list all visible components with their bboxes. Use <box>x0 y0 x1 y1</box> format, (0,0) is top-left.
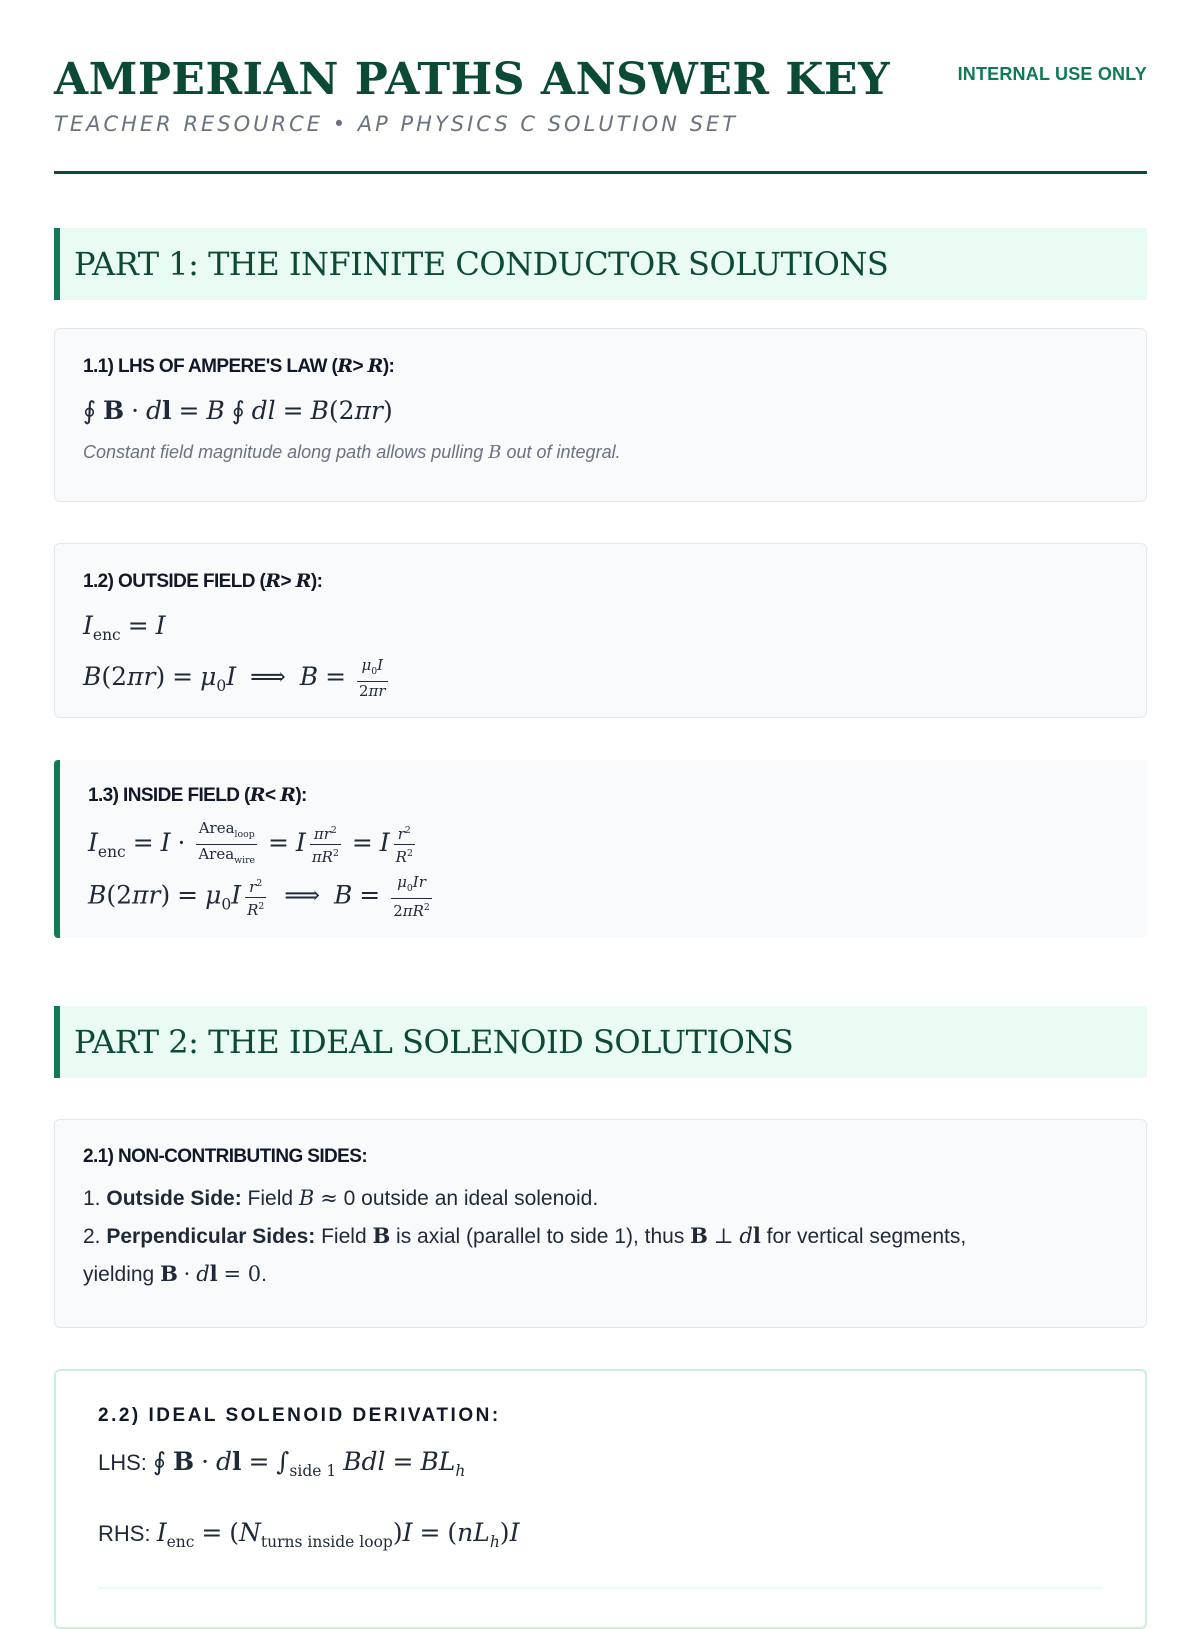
lhs-prefix: LHS: <box>98 1450 154 1475</box>
note-1-1: Constant field magnitude along path allows pulling B out of integral. <box>83 442 621 463</box>
list-item-outside-side: 1. Outside Side: Field B ≈ 0 outside an ideal solenoid. <box>83 1186 599 1210</box>
equation-1-1: ∮ B · dl = B ∮ dl = B(2πr) <box>83 396 393 425</box>
equation-2-2-rhs: RHS: $I_{enc} = (N_{turns inside loop})I = (nL_h)I$ <box>98 1518 520 1551</box>
perpendicular-sides-term: Perpendicular Sides: <box>106 1225 316 1248</box>
item2-text-e: . <box>261 1263 267 1286</box>
list-item-perpendicular-sides-cont: yielding B · dl = 0. <box>83 1261 267 1286</box>
list-item-perpendicular-sides: 2. Perpendicular Sides: Field B is axial (parallel to side 1), thus B ⊥ dl for vertical segments, <box>83 1223 967 1248</box>
solution-label-2-1: 2.1) NON-CONTRIBUTING SIDES: <box>83 1146 368 1167</box>
item2-text-d: yielding <box>83 1263 161 1286</box>
solution-label-1-2-text: 1.2) OUTSIDE FIELD <box>83 571 255 592</box>
solution-card-1-1 <box>54 328 1147 502</box>
equation-2-2-lhs: LHS: ∮ B · dl = $\int_{side 1}$ Bdl = $BL_h$ <box>98 1447 466 1480</box>
header-divider <box>54 171 1147 174</box>
solution-card-1-2 <box>54 543 1147 718</box>
item2-text-b: is axial (parallel to side 1), thus <box>390 1225 691 1248</box>
page-header <box>54 50 1147 136</box>
equation-1-2b: $B(2\pi r) = \mu_0I$ ⟹ B = $\frac{\mu_0I}{2\pi r}$ <box>83 656 386 700</box>
solution-card-1-3 <box>54 760 1147 938</box>
part1-heading: PART 1: THE INFINITE CONDUCTOR SOLUTIONS <box>54 228 1147 300</box>
solution-label-1-3-text: 1.3) INSIDE FIELD <box>88 785 240 806</box>
part2-heading: PART 2: THE IDEAL SOLENOID SOLUTIONS <box>54 1006 1147 1078</box>
note-1-1-suffix: out of integral. <box>501 442 621 462</box>
derivation-divider <box>98 1587 1103 1589</box>
internal-use-badge: INTERNAL USE ONLY <box>957 64 1147 84</box>
solution-label-1-2: 1.2) OUTSIDE FIELD (R> R): <box>83 570 323 592</box>
page-subtitle: TEACHER RESOURCE • AP PHYSICS C SOLUTION SET <box>54 112 738 136</box>
equation-1-2a: $I_{enc} = I$ <box>83 611 166 644</box>
outside-side-term: Outside Side: <box>106 1187 242 1210</box>
solution-card-2-2 <box>54 1369 1147 1629</box>
solution-card-2-1 <box>54 1119 1147 1328</box>
solution-label-1-1: 1.1) LHS OF AMPERE'S LAW (R> R): <box>83 355 395 377</box>
equation-1-3a: $I_{enc} = I$ · $\frac{Area_{loop}}{Area_{wire}}$ = I $\frac{\pi r^2}{\pi R^2}$ = I $\frac{r^2}{R^2}$ <box>88 819 413 866</box>
page-title: AMPERIAN PATHS ANSWER KEY <box>54 54 890 105</box>
rhs-prefix: RHS: <box>98 1521 157 1546</box>
item1-text-b: 0 outside an ideal solenoid. <box>337 1187 599 1210</box>
note-1-1-prefix: Constant field magnitude along path allows pulling <box>83 442 489 462</box>
solution-label-1-3: 1.3) INSIDE FIELD (R< R): <box>88 784 307 806</box>
solution-label-2-2: 2.2) IDEAL SOLENOID DERIVATION: <box>98 1405 501 1426</box>
item2-text-c: for vertical segments, <box>760 1225 967 1248</box>
equation-1-3b: $B(2\pi r) = \mu_0I$ $\frac{r^2}{R^2}$ ⟹ B = $\frac{\mu_0Ir}{2\pi R^2}$ <box>88 873 430 921</box>
item1-text-a: Field <box>241 1187 299 1210</box>
solution-label-1-1-text: 1.1) LHS OF AMPERE'S LAW <box>83 356 327 377</box>
item2-text-a: Field <box>315 1225 373 1248</box>
